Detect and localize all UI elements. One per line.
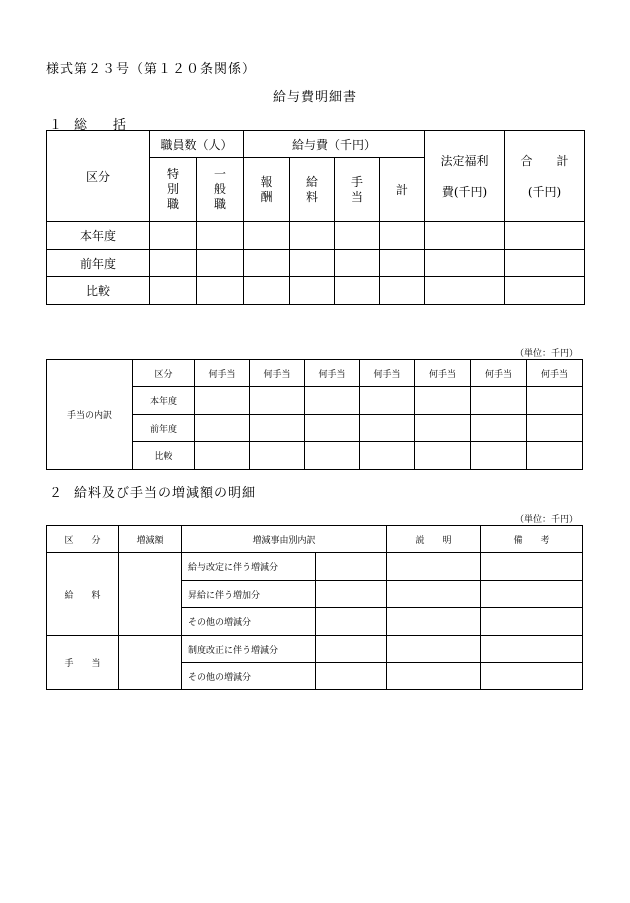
document-title: 給与費明細書 [272,90,357,105]
pay-reason-other: その他の増減分 [182,608,316,636]
breakdown-explain-header: 説 明 [387,526,481,553]
group-allowance-label: 手 当 [47,636,119,690]
special-staff-label: 特別職 [167,167,180,211]
section1-number: １ [49,118,63,133]
section2-unit-label: （単位：千円） [514,515,578,525]
allowance-row-comparison: 比較 [133,442,195,470]
allowance-side-label: 手当の内訳 [47,360,133,470]
kubun-header: 区分 [47,131,150,222]
pay-reason-raise: 昇給に伴う増加分 [182,581,316,608]
breakdown-table [46,525,583,690]
row-label-current-year: 本年度 [47,222,150,250]
row-label-prev-year: 前年度 [47,250,150,277]
allowance-label: 手当 [351,174,364,204]
section2-number: ２ [49,486,63,501]
allowance-table [46,359,583,470]
form-label: 様式第２３号（第１２０条関係） [46,62,257,77]
staff-count-header: 職員数（人） [150,131,244,158]
pay-reason-revision: 給与改定に伴う増減分 [182,553,316,581]
remuneration-header [244,158,290,222]
pay-header [290,158,335,222]
welfare-header-line1: 法定福利 [440,154,489,168]
allowance-kubun-header: 区分 [133,360,195,387]
allowance-col-2: 何手当 [250,360,305,387]
allowance-col-5: 何手当 [415,360,471,387]
allowance-col-7: 何手当 [527,360,583,387]
row-label-comparison: 比較 [47,277,150,305]
group-pay-label: 給 料 [47,553,119,636]
general-staff-label: 一般職 [214,167,227,211]
welfare-header-line2: 費(千円) [441,185,488,199]
allowance-header [335,158,380,222]
allowance-col-4: 何手当 [360,360,415,387]
section2-heading: 給料及び手当の増減額の明細 [74,486,257,501]
summary-table [46,130,585,305]
total-header [505,131,585,222]
general-staff-header [197,158,244,222]
special-staff-header [150,158,197,222]
allowance-col-6: 何手当 [471,360,527,387]
allowance-col-3: 何手当 [305,360,360,387]
allowance-unit-label: （単位：千円） [514,349,578,359]
remuneration-label: 報酬 [260,174,273,204]
allowance-reason-other: その他の増減分 [182,663,316,690]
pay-label: 給料 [306,174,319,204]
breakdown-amount-header: 増減額 [119,526,182,553]
total-header-line2: (千円) [527,185,562,199]
total-header-line1: 合 計 [520,154,569,168]
breakdown-note-header: 備 考 [481,526,583,553]
allowance-col-1: 何手当 [195,360,250,387]
allowance-row-current-year: 本年度 [133,387,195,415]
welfare-header [425,131,505,222]
breakdown-reason-header: 増減事由別内訳 [182,526,387,553]
breakdown-kubun-header: 区 分 [47,526,119,553]
subtotal-header: 計 [380,158,425,222]
allowance-row-prev-year: 前年度 [133,415,195,442]
allowance-reason-system: 制度改正に伴う増減分 [182,636,316,663]
salary-header: 給与費（千円） [244,131,425,158]
section1-heading: 総 括 [74,118,127,133]
